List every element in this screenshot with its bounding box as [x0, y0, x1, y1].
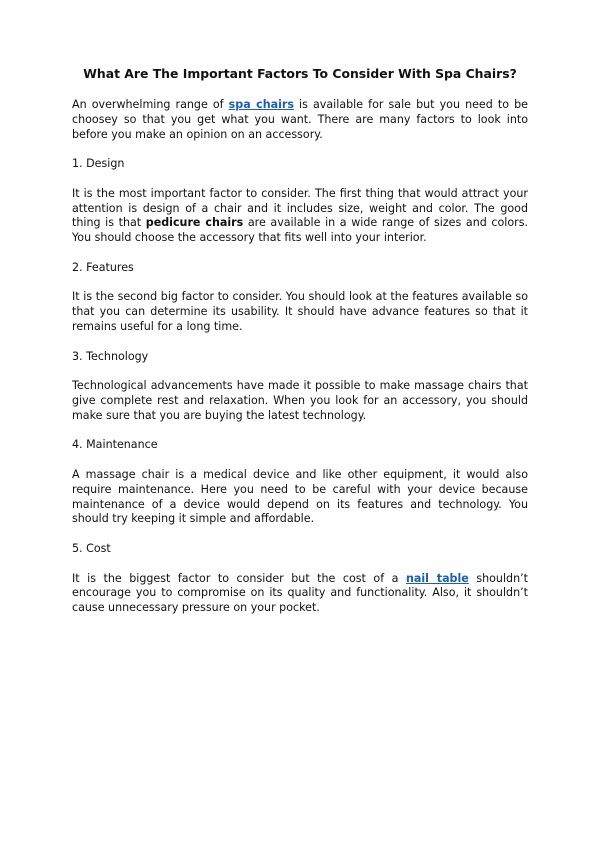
document-page: [72, 66, 528, 616]
pedicure-chairs-bold: pedicure chairs: [145, 216, 244, 230]
spa-chairs-link[interactable]: spa chairs: [228, 98, 294, 111]
section-body-technology: Technological advancements have made it possible to make massage chairs that give complete rest and relaxation. When you look for an accessory, you should make sure that you are buying the latest technology.: [72, 379, 528, 422]
section-body-features: It is the second big factor to consider. You should look at the features available so that you can determine its usability. It should have advance features so that it remains useful for a long time.: [72, 290, 528, 333]
section-heading-technology: 3. Technology: [72, 349, 149, 363]
section-body-cost: [72, 572, 528, 616]
section-heading-maintenance: 4. Maintenance: [72, 438, 158, 452]
nail-table-link[interactable]: nail table: [405, 571, 469, 585]
section-heading-features: 2. Features: [72, 260, 134, 274]
section-body-design: [72, 187, 528, 246]
intro-text-after: is available for sale but you need to be choosey so that you get what you want. There are many factors to look into before you make an opinion on an accessory.: [72, 98, 528, 141]
section-body-maintenance: A massage chair is a medical device and like other equipment, it would also require maintenance. Here you need to be careful with your device because maintenance of a device would depend on its features and technology. You should try keeping it simple and affordable.: [72, 467, 528, 526]
section-heading-cost: 5. Cost: [72, 541, 111, 555]
section-heading-design: 1. Design: [72, 157, 125, 171]
design-text-before: It is the most important factor to consider. The first thing that would attract your attention is design of a chair and it includes size, weight and color. The good thing is that: [72, 186, 528, 230]
design-text-after: are available in a wide range of sizes and colors. You should choose the accessory that fits well into your interior.: [72, 216, 528, 245]
cost-text-after: shouldn’t encourage you to compromise on its quality and functionality. Also, it shouldn’t cause unnecessary pressure on your pocket.: [72, 571, 528, 615]
intro-paragraph: [72, 98, 528, 142]
document-title: What Are The Important Factors To Consider With Spa Chairs?: [83, 66, 517, 81]
intro-text-before: An overwhelming range of: [72, 98, 229, 111]
cost-text-before: It is the biggest factor to consider but the cost of a: [72, 571, 406, 585]
